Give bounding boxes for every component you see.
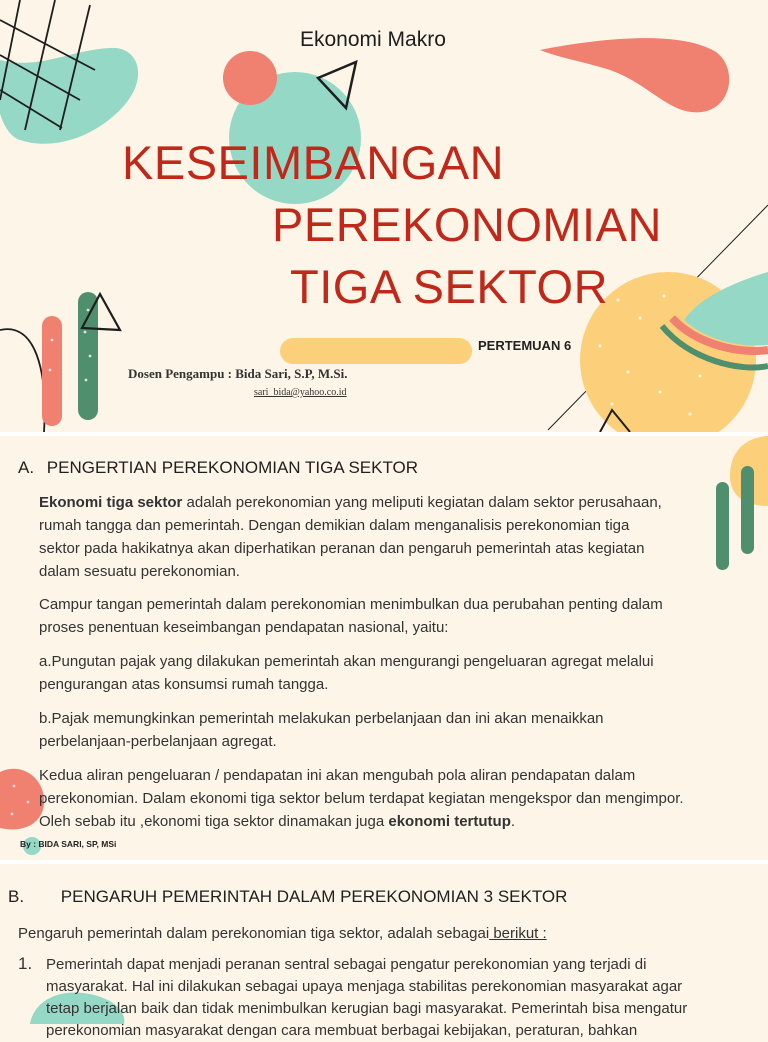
meeting-label: PERTEMUAN 6 <box>478 338 572 353</box>
title-slide <box>0 0 768 432</box>
coral-circle-shape <box>223 51 277 105</box>
slide-title <box>122 132 662 318</box>
paragraph-intervention: Campur tangan pemerintah dalam perekonomian menimbulkan dua perubahan penting dalam proses penentuan keseimbangan pendapatan nasional, yaitu: <box>39 596 663 636</box>
bold-term: ekonomi tertutup <box>388 813 511 830</box>
section-heading-b <box>8 887 567 907</box>
heading-marker: A. <box>18 458 35 477</box>
heading-text: PENGERTIAN PEREKONOMIAN TIGA SEKTOR <box>46 458 419 477</box>
green-pill-shape <box>741 466 754 554</box>
list-item-1: Pemerintah dapat menjadi peranan sentral sebagai pengatur perekonomian yang terjadi di masyarakat. Hal ini dilakukan sebagai upaya menjaga stabilitas perekonomian masyarakat agar tetap berjalan baik dan tidak menimbulkan kerugian bagi masyarakat. Pemerintah bisa mengatur perekonomian masyarakat dengan cara membuat berbagai kebijakan, peraturan, bahkan <box>46 956 688 1039</box>
bold-term: Ekonomi tiga sektor <box>39 494 183 511</box>
list-item-a: a.Pungutan pajak yang dilakukan pemerintah akan mengurangi pengeluaran agregat melalui pengurangan atas konsumsi rumah tangga. <box>39 653 654 693</box>
coral-pill-shape <box>42 316 62 426</box>
peach-pill-shape <box>280 338 472 364</box>
lecturer-name: Dosen Pengampu : Bida Sari, S.P, M.Si. <box>128 366 348 381</box>
course-name: Ekonomi Makro <box>300 28 446 51</box>
byline: By : BIDA SARI, SP, MSi <box>20 839 117 849</box>
lecturer-email-link[interactable]: sari_bida@yahoo.co.id <box>254 387 347 398</box>
green-pill-shape <box>716 482 729 570</box>
item-number: 1. <box>18 954 33 973</box>
list-item-b: b.Pajak memungkinkan pemerintah melakukan perbelanjaan dan ini akan menaikkan perbelanjaan-perbelanjaan agregat. <box>39 710 604 750</box>
coral-blob-shape <box>0 769 44 830</box>
heading-text: PENGARUH PEMERINTAH DALAM PEREKONOMIAN 3 SEKTOR <box>60 887 568 906</box>
black-arch-shape <box>0 329 45 432</box>
heading-marker: B. <box>8 887 25 906</box>
content-slide-b <box>0 864 768 1039</box>
paragraph-definition: Ekonomi tiga sektor adalah perekonomian yang meliputi kegiatan dalam sektor perusahaan, rumah tangga dan pemerintah. Dengan demikian dalam menganalisis perekonomian tiga sektor pada hakikatnya akan diperhatikan peranan dan pengaruh pemerintah atas kegiatan dalam sesuatu perekonomian. <box>39 494 662 580</box>
coral-teardrop-shape <box>540 38 729 112</box>
intro-text: Pengaruh pemerintah dalam perekonomian tiga sektor, adalah sebagai berikut : <box>18 925 547 942</box>
content-slide-a <box>0 436 768 860</box>
title-line-1: KESEIMBANGAN <box>122 136 505 189</box>
title-line-2: PEREKONOMIAN <box>272 198 662 251</box>
paragraph-conclusion: Kedua aliran pengeluaran / pendapatan ini akan mengubah pola aliran pendapatan dalam perekonomian. Dalam ekonomi tiga sektor belum terdapat kegiatan mengekspor dan mengimpor. Oleh sebab itu ,ekonomi tiga sektor dinamakan juga ekonomi tertutup. <box>39 767 684 830</box>
title-line-3: TIGA SEKTOR <box>290 260 609 313</box>
section-heading-a <box>18 458 418 478</box>
